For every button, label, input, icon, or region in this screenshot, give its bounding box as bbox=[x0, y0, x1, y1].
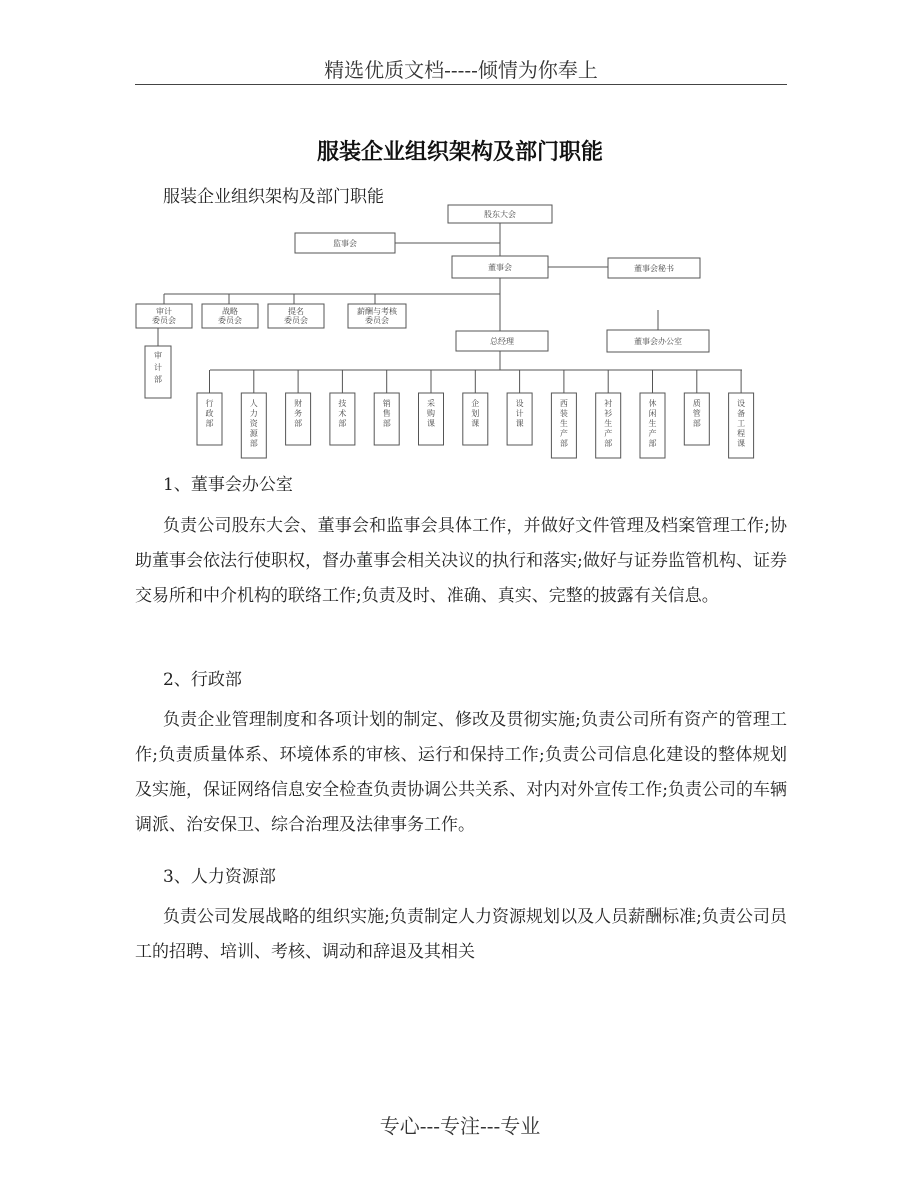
department-group bbox=[197, 370, 754, 458]
node-committee-label: 战略委员会 bbox=[218, 307, 242, 325]
section-heading-admin: 2、行政部 bbox=[163, 670, 242, 690]
chart-caption: 服装企业组织架构及部门职能 bbox=[163, 187, 384, 207]
section-body-admin: 负责企业管理制度和各项计划的制定、修改及贯彻实施;负责公司所有资产的管理工作;负责质量体系、环境体系的审核、运行和保持工作;负责公司信息化建设的整体规划及实施，保证网络信息安全检查负责协调公共关系、对内对外宣传工作;负责公司的车辆调派、治安保卫、综合治理及法律事务工作。 bbox=[135, 710, 787, 835]
node-department-label: 设计课 bbox=[515, 399, 524, 428]
section-heading-hr: 3、人力资源部 bbox=[163, 867, 276, 887]
node-department-label: 西装生产部 bbox=[559, 399, 568, 448]
node-department-label: 行政部 bbox=[205, 399, 214, 428]
node-board-secretary-label: 董事会秘书 bbox=[634, 264, 674, 273]
committee-group bbox=[136, 304, 406, 328]
node-department-label: 销售部 bbox=[382, 399, 391, 428]
section-body-hr: 负责公司发展战略的组织实施;负责制定人力资源规划以及人员薪酬标准;负责公司员工的招聘、培训、考核、调动和辞退及其相关 bbox=[135, 907, 787, 962]
node-board-office-label: 董事会办公室 bbox=[634, 337, 682, 346]
node-department-label: 质管部 bbox=[692, 399, 701, 428]
node-department-label: 设备工程课 bbox=[737, 399, 746, 448]
header-divider bbox=[135, 84, 787, 85]
node-audit-dept-label: 审计部 bbox=[154, 351, 162, 384]
node-committee-label: 审计委员会 bbox=[152, 307, 176, 325]
node-general-manager-label: 总经理 bbox=[490, 337, 514, 346]
node-committee-label: 薪酬与考核委员会 bbox=[357, 307, 397, 325]
node-department-label: 财务部 bbox=[294, 399, 303, 428]
node-shareholders-label: 股东大会 bbox=[484, 210, 516, 219]
node-department-label: 衬衫生产部 bbox=[604, 399, 613, 448]
node-department-label: 休闲生产部 bbox=[648, 399, 657, 448]
document-title: 服装企业组织架构及部门职能 bbox=[316, 139, 603, 165]
node-department-label: 人力资源部 bbox=[249, 399, 258, 448]
org-chart bbox=[130, 200, 790, 462]
node-supervisors-label: 监事会 bbox=[333, 239, 357, 248]
node-department-label: 技术部 bbox=[338, 399, 347, 428]
section-heading-board-office: 1、董事会办公室 bbox=[163, 475, 293, 495]
node-committee-label: 提名委员会 bbox=[284, 307, 308, 325]
node-department-label: 采购课 bbox=[427, 399, 435, 428]
page-footer: 专心---专注---专业 bbox=[379, 1114, 541, 1138]
section-body-board-office: 负责公司股东大会、董事会和监事会具体工作，并做好文件管理及档案管理工作;协助董事会依法行使职权，督办董事会相关决议的执行和落实;做好与证券监管机构、证券交易所和中介机构的联络工作;负责及时、准确、真实、完整的披露有关信息。 bbox=[135, 516, 787, 606]
node-board-label: 董事会 bbox=[488, 263, 512, 272]
page-header: 精选优质文档-----倾情为你奉上 bbox=[324, 58, 598, 82]
node-department-label: 企划课 bbox=[471, 399, 480, 428]
